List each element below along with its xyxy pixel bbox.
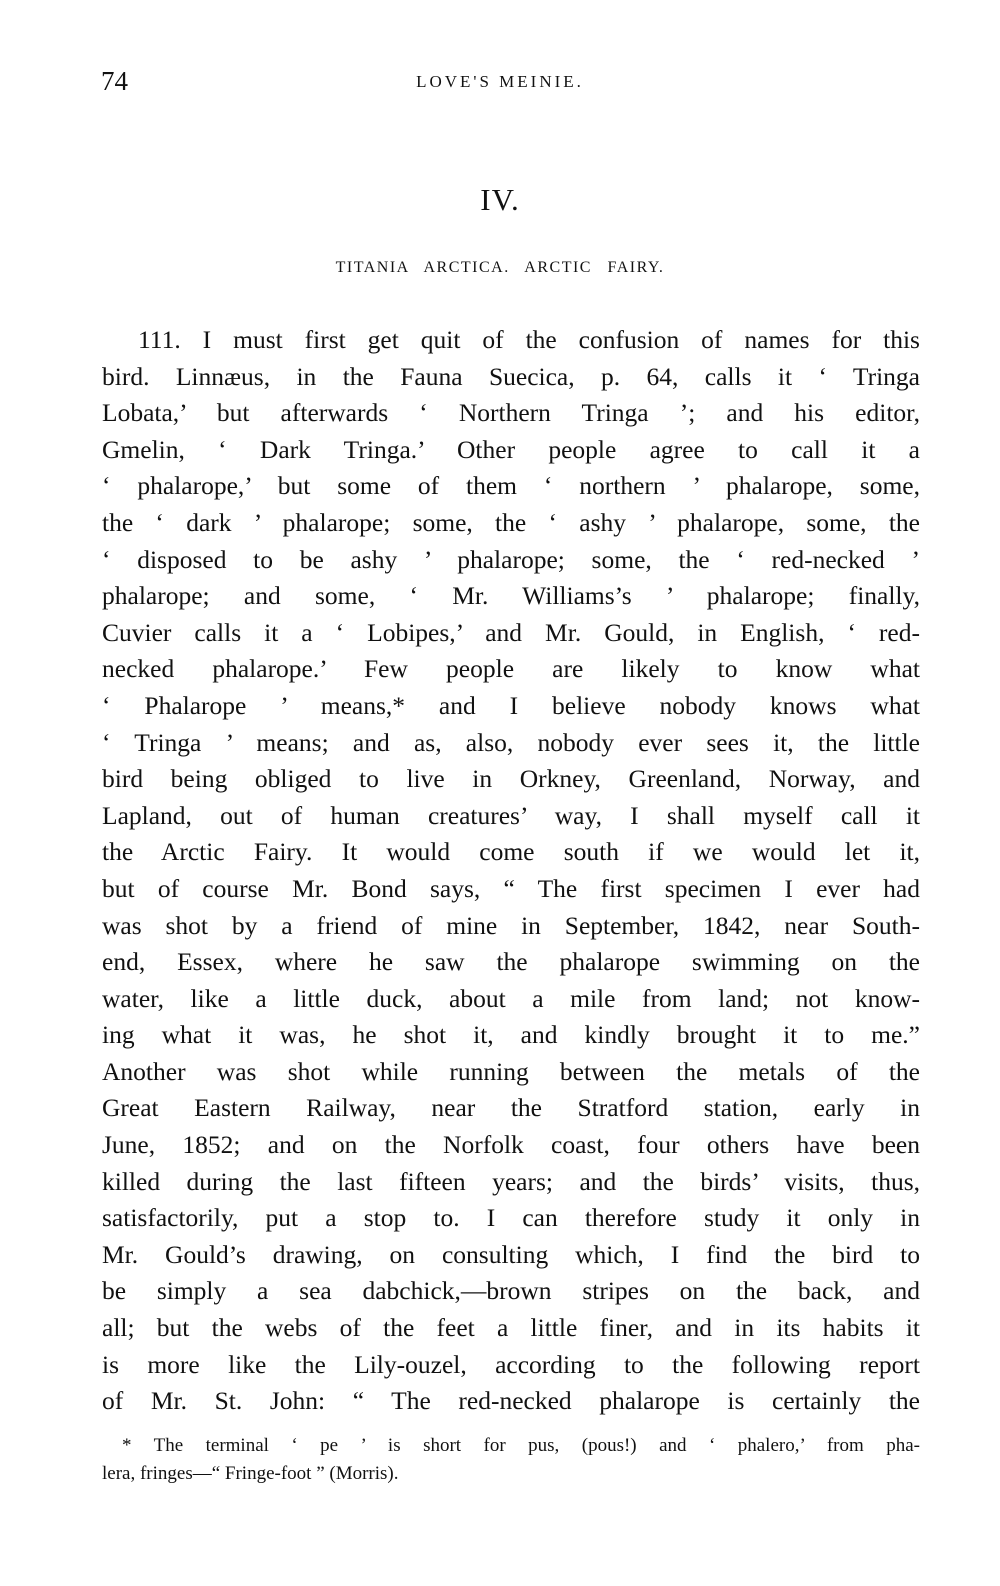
- text-line: Great Eastern Railway, near the Stratford station, early in: [102, 1093, 920, 1123]
- text-line: killed during the last fifteen years; and the birds’ visits, thus,: [102, 1166, 920, 1196]
- text-line: Gmelin, ‘ Dark Tringa.’ Other people agree to call it a: [102, 434, 920, 464]
- text-line: ‘ phalarope,’ but some of them ‘ northern ’ phalarope, some,: [102, 471, 920, 501]
- text-line: of Mr. St. John: “ The red-necked phalarope is certainly the: [102, 1386, 920, 1416]
- page-number: 74: [101, 66, 128, 96]
- footnote-line: * The terminal ‘ pe ’ is short for pus, (pous!) and ‘ phalero,’ from pha-: [122, 1435, 920, 1456]
- text-line: was shot by a friend of mine in September, 1842, near South-: [102, 910, 920, 940]
- text-line: water, like a little duck, about a mile from land; not know-: [102, 983, 920, 1013]
- text-line: bird being obliged to live in Orkney, Greenland, Norway, and: [102, 764, 920, 794]
- chapter-title: TITANIA ARCTICA. ARCTIC FAIRY.: [335, 259, 665, 276]
- text-line: Another was shot while running between the metals of the: [102, 1056, 920, 1086]
- text-line: 111. I must first get quit of the confusion of names for this: [138, 325, 920, 354]
- text-line: Cuvier calls it a ‘ Lobipes,’ and Mr. Gould, in English, ‘ red-: [102, 617, 920, 647]
- text-line: phalarope; and some, ‘ Mr. Williams’s ’ phalarope; finally,: [102, 581, 920, 611]
- text-line: but of course Mr. Bond says, “ The first specimen I ever had: [102, 873, 920, 903]
- text-line: Mr. Gould’s drawing, on consulting which, I find the bird to: [102, 1239, 920, 1269]
- footnote: [102, 1432, 920, 1488]
- text-line: Lapland, out of human creatures’ way, I shall myself call it: [102, 800, 920, 830]
- text-line: the Arctic Fairy. It would come south if we would let it,: [102, 837, 920, 867]
- text-line: ‘ Tringa ’ means; and as, also, nobody ever sees it, the little: [102, 727, 920, 757]
- chapter-number: IV.: [480, 182, 520, 217]
- text-line: the ‘ dark ’ phalarope; some, the ‘ ashy ’ phalarope, some, the: [102, 507, 920, 537]
- text-line: is more like the Lily-ouzel, according to the following report: [102, 1349, 920, 1379]
- text-line: necked phalarope.’ Few people are likely to know what: [102, 654, 920, 684]
- footnote-line: lera, fringes—“ Fringe-foot ” (Morris).: [102, 1463, 399, 1484]
- text-line: ‘ disposed to be ashy ’ phalarope; some, the ‘ red-necked ’: [102, 544, 920, 574]
- text-line: bird. Linnæus, in the Fauna Suecica, p. 64, calls it ‘ Tringa: [102, 361, 920, 391]
- body-text: [102, 322, 920, 1420]
- text-line: satisfactorily, put a stop to. I can therefore study it only in: [102, 1203, 920, 1233]
- text-line: all; but the webs of the feet a little finer, and in its habits it: [102, 1313, 920, 1343]
- text-line: be simply a sea dabchick,—brown stripes on the back, and: [102, 1276, 920, 1306]
- text-line: June, 1852; and on the Norfolk coast, four others have been: [102, 1130, 920, 1160]
- text-line: ing what it was, he shot it, and kindly brought it to me.”: [102, 1020, 920, 1050]
- text-line: Lobata,’ but afterwards ‘ Northern Tringa ’; and his editor,: [102, 398, 920, 428]
- text-line: ‘ Phalarope ’ means,* and I believe nobody knows what: [102, 690, 920, 720]
- running-head: LOVE'S MEINIE.: [416, 72, 584, 91]
- text-line: end, Essex, where he saw the phalarope swimming on the: [102, 947, 920, 977]
